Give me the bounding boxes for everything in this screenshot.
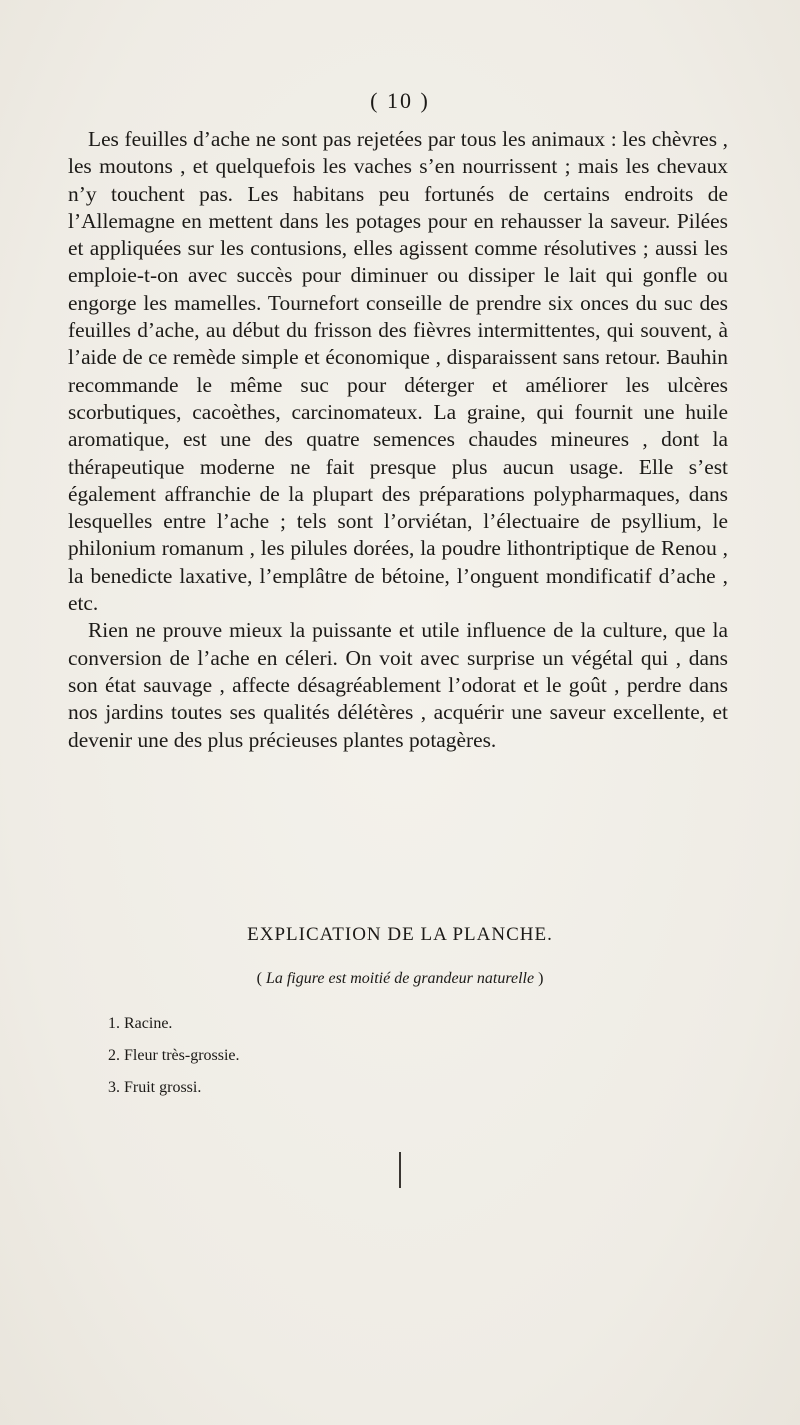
legend-item-fruit: 3. Fruit grossi. <box>108 1079 202 1096</box>
scale-close-paren: ) <box>538 970 544 987</box>
paragraph-uses: Les feuilles d’ache ne sont pas rejetées par tous les animaux : les chèvres , les moutons , et quelquefois les vaches s’en nourrissent ; mais les chevaux n’y touchent pas. Les habitans peu fortunés de certains endroits de l’Allemagne en mettent dans les potages pour en rehausser la saveur. Pilées et appliquées sur les contusions, elles agissent comme résolutives ; aussi les emploie-t-on avec succès pour diminuer ou dissiper le lait qui gonfle ou engorge les mamelles. Tournefort conseille de prendre six onces du suc des feuilles d’ache, au début du frisson des fièvres intermittentes, qui souvent, à l’aide de ce remède simple et économique , disparaissent sans retour. Bauhin recommande le même suc pour déterger et améliorer les ulcères scorbutiques, cacoèthes, carcinomateux. La graine, qui fournit une huile aromatique, est une des quatre semences chaudes mineures , dont la thérapeutique moderne ne fait presque plus aucun usage. Elle s’est également affranchie de la plupart des préparations polypharmaques, dans lesquelles entre l’ache ; tels sont l’orviétan, l’électuaire de psyllium, le philonium romanum , les pilules dorées, la poudre lithontriptique de Renou , la benedicte laxative, l’emplâtre de bétoine, l’onguent mondificatif d’ache , etc. <box>68 127 728 616</box>
plate-heading: EXPLICATION DE LA PLANCHE. <box>247 924 553 945</box>
paragraph-culture: Rien ne prouve mieux la puissante et utile influence de la culture, que la conversion de l’ache en céleri. On voit avec surprise un végétal qui , dans son état sauvage , affecte désagréablement l’odorat et le goût , perdre dans nos jardins toutes ses qualités délétères , acquérir une saveur excellente, et devenir une des plus précieuses plantes potagères. <box>68 618 728 752</box>
legend-item-root: 1. Racine. <box>108 1015 173 1032</box>
print-mark <box>399 1152 401 1188</box>
page-number: ( 10 ) <box>370 88 430 113</box>
body-text <box>68 126 728 754</box>
scale-note <box>0 970 800 988</box>
scale-note-text: La figure est moitié de grandeur naturelle <box>265 970 535 987</box>
legend-item-flower: 2. Fleur très-grossie. <box>108 1047 240 1064</box>
plate-legend <box>108 1008 240 1104</box>
scale-open-paren: ( <box>256 970 262 987</box>
